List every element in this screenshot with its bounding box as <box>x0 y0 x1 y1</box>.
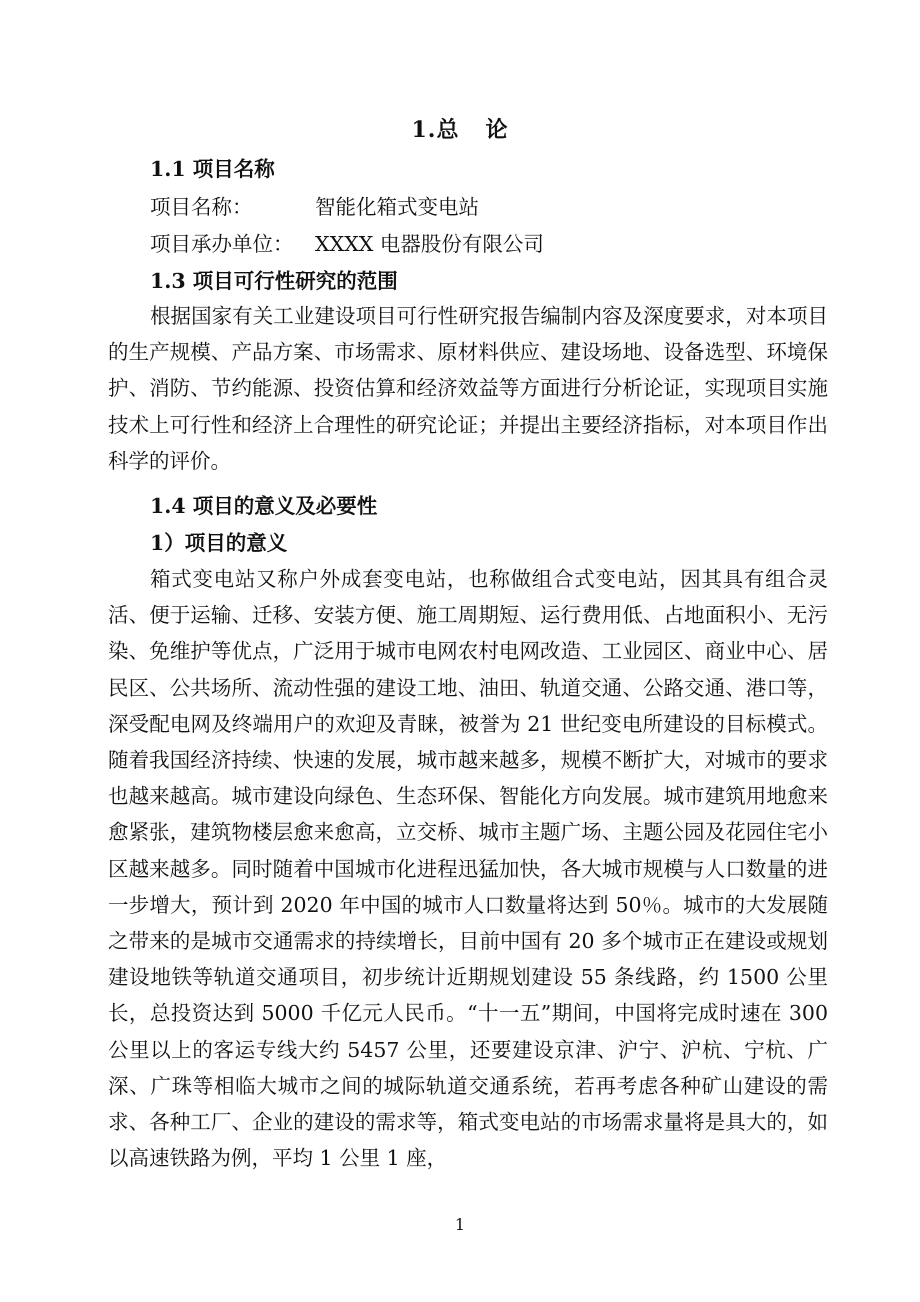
meaning-paragraph: 箱式变电站又称户外成套变电站，也称做组合式变电站，因其具有组合灵活、便于运输、迁移、安装方便、施工周期短、运行费用低、占地面积小、无污染、免维护等优点，广泛用于城市电网农村电网改造、工业园区、商业中心、居民区、公共场所、流动性强的建设工地、油田、轨道交通、公路交通、港口等，深受配电网及终端用户的欢迎及青睐，被誉为 21 世纪变电所建设的目标模式。随着我国经济持续、快速的发展，城市越来越多，规模不断扩大，对城市的要求也越来越高。城市建设向绿色、生态环保、智能化方向发展。城市建筑用地愈来愈紧张，建筑物楼层愈来愈高，立交桥、城市主题广场、主题公园及花园住宅小区越来越多。同时随着中国城市化进程迅猛加快，各大城市规模与人口数量的进一步增大，预计到 2020 年中国的城市人口数量将达到 50％。城市的大发展随之带来的是城市交通需求的持续增长，目前中国有 20 多个城市正在建设或规划建设地铁等轨道交通项目，初步统计近期规划建设 55 条线路，约 1500 公里长，总投资达到 5000 千亿元人民币。“十一五”期间，中国将完成时速在 300 公里以上的客运专线大约 5457 公里，还要建设京津、沪宁、沪杭、宁杭、广深、广珠等相临大城市之间的城际轨道交通系统，若再考虑各种矿山建设的需求、各种工厂、企业的建设的需求等，箱式变电站的市场需求量将是具大的，如以高速铁路为例，平均 1 公里 1 座， <box>108 567 828 1171</box>
unit-label: 项目承办单位： <box>150 232 294 256</box>
chapter-title <box>0 113 920 144</box>
scope-paragraph-block <box>108 298 828 479</box>
section-heading-1-3: 1.3 项目可行性研究的范围 <box>150 269 398 293</box>
chapter-title-word-2: 论 <box>485 117 509 143</box>
chapter-number: 1. <box>411 117 437 143</box>
project-name-label: 项目名称： <box>150 195 253 219</box>
section-heading-1-1: 1.1 项目名称 <box>150 157 275 181</box>
meaning-paragraph-block <box>108 561 828 1176</box>
section-heading-1-4: 1.4 项目的意义及必要性 <box>150 494 378 518</box>
page-number: 1 <box>454 1215 466 1234</box>
subheading-meaning: 1）项目的意义 <box>150 531 288 555</box>
unit-row <box>150 227 294 257</box>
chapter-title-word-1: 总 <box>436 117 460 143</box>
unit-value: XXXX 电器股份有限公司 <box>315 232 544 256</box>
scope-paragraph: 根据国家有关工业建设项目可行性研究报告编制内容及深度要求，对本项目的生产规模、产品方案、市场需求、原材料供应、建设场地、设备选型、环境保护、消防、节约能源、投资估算和经济效益等方面进行分析论证，实现项目实施技术上可行性和经济上合理性的研究论证；并提出主要经济指标，对本项目作出科学的评价。 <box>108 304 828 473</box>
project-name-row <box>150 190 253 220</box>
project-name-value: 智能化箱式变电站 <box>315 195 479 219</box>
